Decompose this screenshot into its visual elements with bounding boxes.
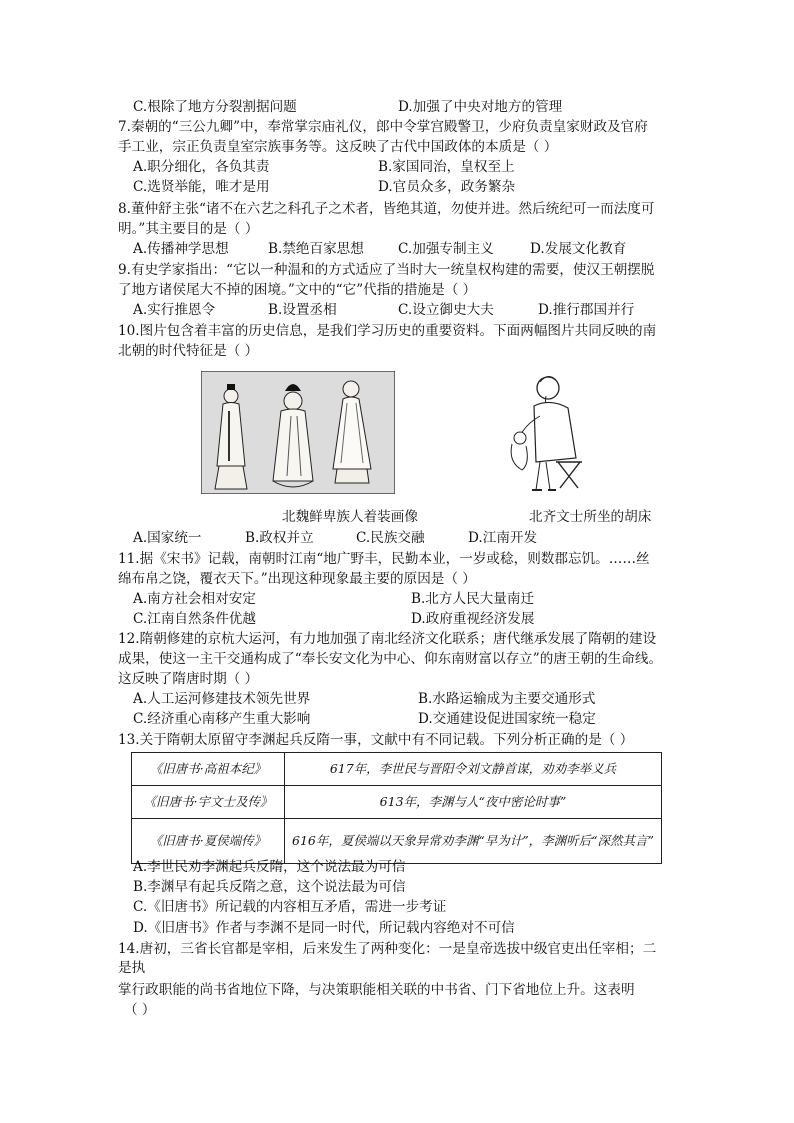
q12-option-b[interactable]: B.水路运输成为主要交通形式: [418, 691, 596, 707]
q9-option-d[interactable]: D.推行郡国并行: [538, 302, 635, 318]
q10-option-c[interactable]: C.民族交融: [356, 530, 425, 546]
q7-option-b[interactable]: B.家国同治，皇权至上: [378, 159, 515, 175]
q9-stem-line1: 9.有史学家指出：“它以一种温和的方式适应了当时大一统皇权构建的需要，使汉王朝摆脱: [118, 262, 655, 278]
q9-stem-line2: 了地方诸侯尾大不掉的困境。”文中的“它”代指的措施是（ ）: [118, 282, 477, 298]
q12-stem-line2: 成果，使这一主干交通构成了“奉长安文化为中心、仰东南财富以存立”的唐王朝的生命线。: [118, 651, 663, 667]
q13-stem: 13.关于隋朝太原留守李渊起兵反隋一事，文献中有不同记载。下列分析正确的是（ ）: [118, 732, 634, 748]
q12-stem-line3: 这反映了隋唐时期（ ）: [118, 671, 259, 687]
q8-stem-line2: 明。”其主要目的是（ ）: [118, 221, 259, 237]
q10-option-b[interactable]: B.政权并立: [245, 530, 314, 546]
q10-option-a[interactable]: A.国家统一: [133, 530, 202, 546]
source-book: 《旧唐书·夏侯端传》: [132, 819, 285, 864]
source-book: 《旧唐书·宇文士及传》: [132, 786, 285, 819]
q7-stem-line1: 7.秦朝的“三公九卿”中，奉常掌宗庙礼仪，郎中令掌宫殿警卫，少府负责皇家财政及官府: [118, 119, 648, 135]
q8-option-b[interactable]: B.禁绝百家思想: [268, 241, 364, 257]
q11-option-a[interactable]: A.南方社会相对安定: [133, 591, 256, 607]
table-row: [132, 786, 662, 819]
q14-stem-line2: 是执: [118, 960, 146, 976]
q11-stem-line2: 绵布帛之饶，覆衣天下。”出现这种现象最主要的原因是（ ）: [118, 571, 476, 587]
q7-option-d[interactable]: D.官员众多，政务繁杂: [378, 179, 516, 195]
q11-option-b[interactable]: B.北方人民大量南迁: [411, 591, 535, 607]
q11-option-d[interactable]: D.政府重视经济发展: [411, 611, 535, 627]
q13-option-d[interactable]: D.《旧唐书》作者与李渊不是同一时代，所记载内容绝对不可信: [133, 920, 515, 936]
q12-option-a[interactable]: A.人工运河修建技术领先世界: [133, 691, 311, 707]
q13-option-b[interactable]: B.李渊早有起兵反隋之意，这个说法最为可信: [133, 879, 406, 895]
source-record: 613年，李渊与人“夜中密论时事”: [285, 786, 662, 819]
q11-option-c[interactable]: C.江南自然条件优越: [133, 611, 256, 627]
q10-caption-right: 北齐文士所坐的胡床: [529, 509, 652, 525]
q7-stem-line2: 手工业，宗正负责皇室宗族事务等。这反映了古代中国政体的本质是（ ）: [118, 139, 558, 155]
q6-option-c[interactable]: C.根除了地方分裂割据问题: [133, 99, 297, 115]
q9-option-a[interactable]: A.实行推恩令: [133, 302, 216, 318]
q13-option-c[interactable]: C.《旧唐书》所记载的内容相互矛盾，需进一步考证: [133, 899, 447, 915]
q14-stem-line1: 14.唐初，三省长官都是宰相，后来发生了两种变化：一是皇帝选拔中级官吏出任宰相；二: [118, 941, 657, 957]
q10-caption-left: 北魏鲜卑族人着装画像: [282, 509, 418, 525]
q8-option-d[interactable]: D.发展文化教育: [530, 241, 627, 257]
q6-option-d[interactable]: D.加强了中央对地方的管理: [398, 99, 563, 115]
q13-source-table: [131, 752, 662, 864]
q8-stem-line1: 8.董仲舒主张“诸不在六艺之科孔子之术者，皆绝其道，勿使并进。然后统纪可一而法度可: [118, 201, 655, 217]
source-record: 617年，李世民与晋阳令刘文静首谋，劝劝李举义兵: [285, 753, 662, 786]
q9-option-b[interactable]: B.设置丞相: [268, 302, 337, 318]
q10-stem-line2: 北朝的时代特征是（ ）: [118, 343, 259, 359]
q14-stem-line4: （ ）: [124, 1002, 156, 1018]
q8-option-a[interactable]: A.传播神学思想: [133, 241, 229, 257]
source-record: 616年，夏侯端以天象异常劝李渊“早为计”，李渊听后“深然其言”: [285, 819, 662, 864]
q11-stem-line1: 11.据《宋书》记载，南朝时江南“地广野丰，民勤本业，一岁或稔，则数郡忘饥。……丝: [118, 551, 650, 567]
source-book: 《旧唐书·高祖本纪》: [132, 753, 285, 786]
q8-option-c[interactable]: C.加强专制主义: [398, 241, 494, 257]
q12-option-d[interactable]: D.交通建设促进国家统一稳定: [418, 711, 596, 727]
q12-stem-line1: 12.隋朝修建的京杭大运河，有力地加强了南北经济文化联系；唐代继承发展了隋朝的建设: [118, 631, 657, 647]
q7-option-a[interactable]: A.职分细化，各负其责: [133, 159, 270, 175]
q9-option-c[interactable]: C.设立御史大夫: [398, 302, 494, 318]
folding-chair-scholar-drawing: [496, 366, 596, 496]
q13-option-a[interactable]: A.李世民劝李渊起兵反隋，这个说法最为可信: [133, 859, 406, 875]
q7-option-c[interactable]: C.选贤举能，唯才是用: [133, 179, 270, 195]
q10-stem-line1: 10.图片包含着丰富的历史信息，是我们学习历史的重要资料。下面两幅图片共同反映的南: [118, 323, 657, 339]
q14-stem-line3: 掌行政职能的尚书省地位下降，与决策职能相关联的中书省、门下省地位上升。这表明: [118, 982, 635, 998]
xianbei-costume-painting: [201, 371, 395, 494]
q10-option-d[interactable]: D.江南开发: [468, 530, 538, 546]
q12-option-c[interactable]: C.经济重心南移产生重大影响: [133, 711, 311, 727]
table-row: [132, 753, 662, 786]
